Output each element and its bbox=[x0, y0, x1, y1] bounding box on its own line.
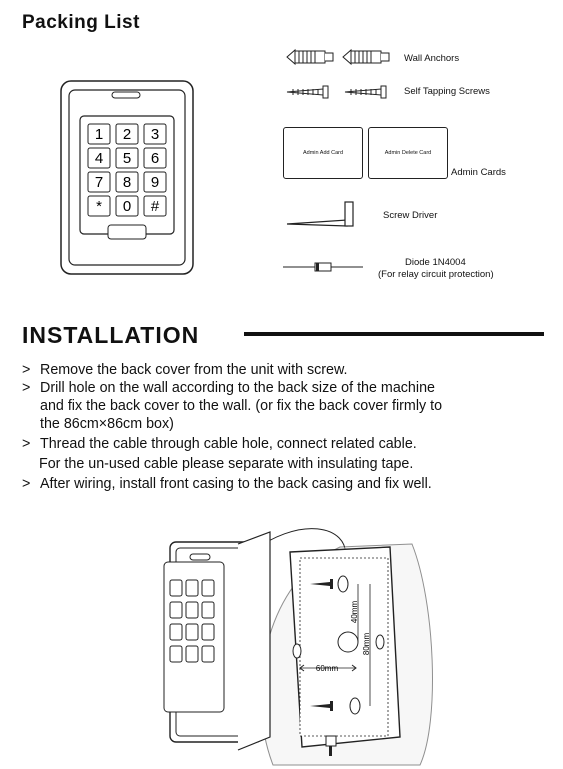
diagram-key bbox=[202, 624, 214, 640]
diagram-key bbox=[202, 602, 214, 618]
wall-anchors-icon bbox=[285, 46, 395, 68]
keypad-key-label: * bbox=[96, 198, 102, 215]
installation-title: INSTALLATION bbox=[22, 322, 200, 348]
wall-anchors-label: Wall Anchors bbox=[404, 53, 460, 64]
step-2 bbox=[22, 379, 435, 397]
section-rule bbox=[244, 332, 544, 336]
step-2-cont: and fix the back cover to the wall. (or fix the back cover firmly to bbox=[40, 398, 443, 414]
keypad-unit-illustration bbox=[60, 80, 195, 276]
step-2-cont: the 86cm×86cm box) bbox=[40, 416, 174, 432]
keypad-key-label: 2 bbox=[122, 126, 132, 143]
keypad-key-label: # bbox=[150, 198, 160, 215]
diagram-key bbox=[170, 646, 182, 662]
step-4 bbox=[22, 475, 432, 493]
step-marker: > bbox=[22, 380, 31, 396]
screw-driver-label: Screw Driver bbox=[383, 210, 438, 221]
diagram-key bbox=[186, 646, 198, 662]
diagram-key bbox=[170, 624, 182, 640]
diode-icon bbox=[283, 260, 363, 274]
step-3-cont: For the un-used cable please separate with insulating tape. bbox=[39, 456, 414, 472]
diagram-key bbox=[202, 580, 214, 596]
keypad-key-label: 9 bbox=[150, 174, 160, 191]
packing-list-title: Packing List bbox=[22, 12, 140, 33]
diode-label: Diode 1N4004 bbox=[405, 257, 466, 268]
keypad-key-label: 3 bbox=[150, 126, 160, 143]
keypad-key-label: 7 bbox=[94, 174, 104, 191]
dim-vertical-outer: 80mm bbox=[362, 632, 371, 656]
step-1 bbox=[22, 361, 348, 379]
diagram-key bbox=[186, 624, 198, 640]
keypad-key-label: 4 bbox=[94, 150, 104, 167]
screws-icon bbox=[285, 84, 395, 100]
diagram-key bbox=[170, 580, 182, 596]
step-marker: > bbox=[22, 476, 31, 492]
step-text: Remove the back cover from the unit with screw. bbox=[40, 362, 348, 378]
diagram-key bbox=[186, 580, 198, 596]
screws-label: Self Tapping Screws bbox=[404, 86, 490, 97]
installation-diagram bbox=[150, 522, 563, 769]
step-text: Drill hole on the wall according to the back size of the machine bbox=[40, 380, 435, 396]
dim-vertical-inner: 40mm bbox=[350, 600, 359, 624]
admin-delete-card: Admin Delete Card bbox=[368, 127, 448, 179]
step-text: Thread the cable through cable hole, connect related cable. bbox=[40, 436, 417, 452]
admin-cards-label: Admin Cards bbox=[451, 167, 506, 178]
diagram-key bbox=[202, 646, 214, 662]
step-marker: > bbox=[22, 362, 31, 378]
step-text: After wiring, install front casing to the back casing and fix well. bbox=[40, 476, 432, 492]
keypad-key-label: 8 bbox=[122, 174, 132, 191]
diagram-key bbox=[186, 602, 198, 618]
dim-horizontal: 60mm bbox=[315, 664, 339, 673]
screw-driver-icon bbox=[285, 198, 365, 230]
diagram-key bbox=[170, 602, 182, 618]
keypad-key-label: 5 bbox=[122, 150, 132, 167]
keypad-key-label: 1 bbox=[94, 126, 104, 143]
diode-note: (For relay circuit protection) bbox=[378, 269, 494, 280]
keypad-key-label: 0 bbox=[122, 198, 132, 215]
step-marker: > bbox=[22, 436, 31, 452]
admin-add-card: Admin Add Card bbox=[283, 127, 363, 179]
keypad-key-label: 6 bbox=[150, 150, 160, 167]
step-3 bbox=[22, 435, 417, 453]
